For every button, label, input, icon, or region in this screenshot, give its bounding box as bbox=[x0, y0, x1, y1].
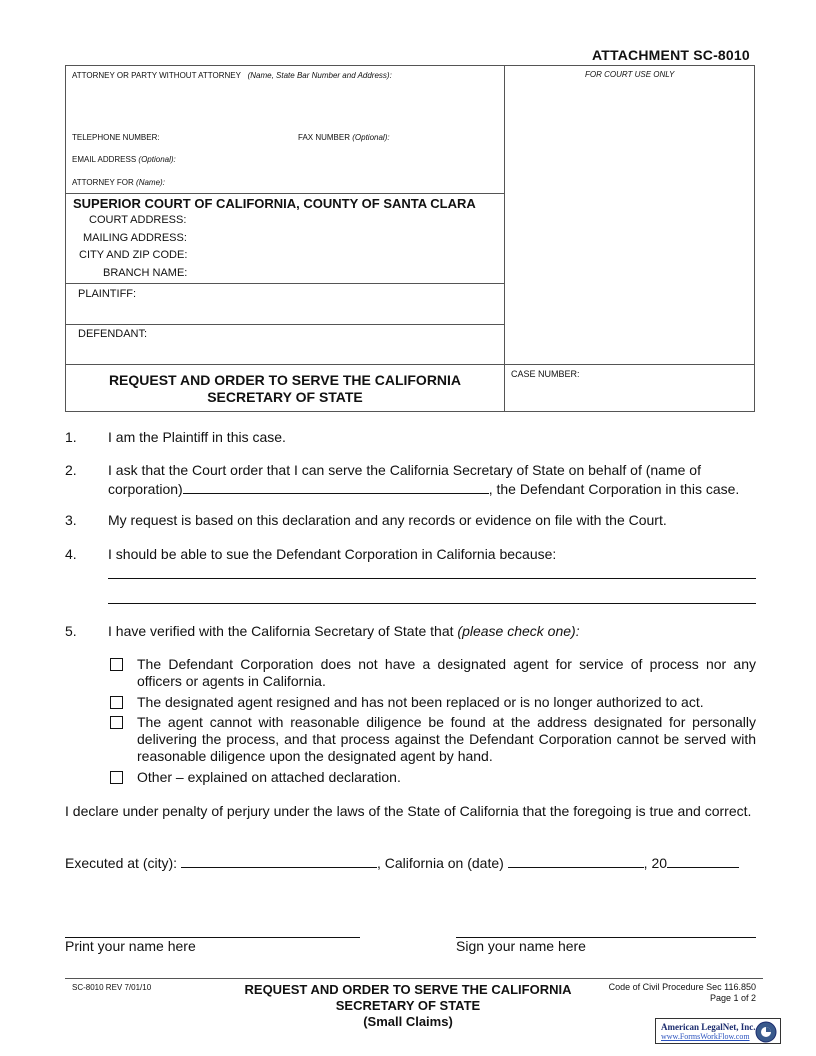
reason-line-2[interactable] bbox=[108, 603, 756, 604]
defendant-label: DEFENDANT: bbox=[78, 328, 148, 340]
item-2-line2 bbox=[108, 479, 756, 498]
item-4-number: 4. bbox=[65, 546, 77, 562]
code-reference: Code of Civil Procedure Sec 116.850 bbox=[608, 982, 756, 992]
case-number-label: CASE NUMBER: bbox=[511, 369, 580, 379]
declaration-text: I declare under penalty of perjury under the laws of the State of California that the foregoing is true and correct. bbox=[65, 803, 752, 819]
item-2-line1: I ask that the Court order that I can serve the California Secretary of State on behalf of (name of bbox=[108, 462, 701, 478]
date-field[interactable] bbox=[508, 853, 644, 868]
city-zip-label: CITY AND ZIP CODE: bbox=[79, 249, 188, 261]
option-3-text: The agent cannot with reasonable diligence be found at the address designated for personally delivering the process, and that process against the Defendant Corporation cannot be served with reasonable diligence upon the designated agent by hand. bbox=[137, 714, 756, 764]
item-2-line2-end: , the Defendant Corporation in this case. bbox=[488, 481, 740, 497]
court-name: SUPERIOR COURT OF CALIFORNIA, COUNTY OF SANTA CLARA bbox=[73, 196, 476, 211]
city-field[interactable] bbox=[181, 853, 377, 868]
attorney-label: ATTORNEY OR PARTY WITHOUT ATTORNEY (Name, State Bar Number and Address): bbox=[72, 71, 392, 80]
telephone-label: TELEPHONE NUMBER: bbox=[72, 133, 160, 142]
form-title-line2: SECRETARY OF STATE bbox=[207, 389, 363, 405]
reason-line-1[interactable] bbox=[108, 578, 756, 579]
item-3-number: 3. bbox=[65, 512, 77, 528]
option-3-checkbox[interactable] bbox=[110, 716, 123, 729]
print-name-label: Print your name here bbox=[65, 938, 196, 954]
option-2-checkbox[interactable] bbox=[110, 696, 123, 709]
footer-title-line1: REQUEST AND ORDER TO SERVE THE CALIFORNIA bbox=[244, 982, 572, 997]
item-4-text: I should be able to sue the Defendant Corporation in California because: bbox=[108, 546, 557, 562]
american-legalnet-logo[interactable] bbox=[655, 1018, 781, 1044]
caption-rule-defendant bbox=[65, 324, 505, 325]
sign-name-label: Sign your name here bbox=[456, 938, 586, 954]
attachment-title: ATTACHMENT SC-8010 bbox=[592, 47, 750, 63]
year-field[interactable] bbox=[667, 853, 739, 868]
caption-rule-title bbox=[65, 364, 755, 365]
footer-right bbox=[590, 982, 756, 1004]
footer-title-line3: (Small Claims) bbox=[363, 1014, 453, 1029]
caption-rule-court bbox=[65, 193, 505, 194]
item-3-text: My request is based on this declaration and any records or evidence on file with the Court. bbox=[108, 512, 667, 528]
item-5-number: 5. bbox=[65, 623, 77, 639]
option-4-checkbox[interactable] bbox=[110, 771, 123, 784]
plaintiff-label: PLAINTIFF: bbox=[78, 288, 137, 300]
attorney-for-label: ATTORNEY FOR (Name): bbox=[72, 178, 165, 187]
item-5-text: I have verified with the California Secretary of State that (please check one): bbox=[108, 623, 580, 639]
footer-rule bbox=[65, 978, 763, 979]
form-revision: SC-8010 REV 7/01/10 bbox=[72, 983, 152, 992]
california-on-label: , California on (date) bbox=[376, 855, 504, 871]
item-1-text: I am the Plaintiff in this case. bbox=[108, 429, 286, 445]
mailing-address-label: MAILING ADDRESS: bbox=[83, 232, 187, 244]
item-2-corporation-label: corporation) bbox=[108, 481, 183, 497]
email-label: EMAIL ADDRESS (Optional): bbox=[72, 155, 176, 164]
globe-icon bbox=[755, 1021, 777, 1043]
caption-rule-plaintiff bbox=[65, 283, 505, 284]
option-1-text: The Defendant Corporation does not have a designated agent for service of process nor any officers or agents in California. bbox=[137, 656, 756, 689]
caption-divider bbox=[504, 65, 505, 412]
form-title-line1: REQUEST AND ORDER TO SERVE THE CALIFORNIA bbox=[108, 372, 462, 388]
option-1-checkbox[interactable] bbox=[110, 658, 123, 671]
footer-title-line2: SECRETARY OF STATE bbox=[335, 998, 481, 1013]
court-use-label: FOR COURT USE ONLY bbox=[585, 70, 675, 79]
fax-label: FAX NUMBER (Optional): bbox=[298, 133, 390, 142]
page-number: Page 1 of 2 bbox=[709, 993, 756, 1003]
executed-at-label: Executed at (city): bbox=[65, 855, 178, 871]
corporation-name-field[interactable] bbox=[183, 479, 489, 494]
logo-website[interactable]: www.FormsWorkFlow.com bbox=[661, 1032, 750, 1041]
executed-line bbox=[65, 853, 756, 872]
court-address-label: COURT ADDRESS: bbox=[89, 214, 187, 226]
form-title bbox=[66, 372, 504, 406]
year-label: , 20 bbox=[643, 855, 668, 871]
logo-company-name: American LegalNet, Inc. bbox=[661, 1022, 756, 1032]
option-4-text: Other – explained on attached declaration. bbox=[137, 769, 401, 785]
footer-title bbox=[228, 982, 588, 1030]
item-2-number: 2. bbox=[65, 462, 77, 478]
option-2-text: The designated agent resigned and has not been replaced or is no longer authorized to act. bbox=[137, 694, 704, 710]
branch-name-label: BRANCH NAME: bbox=[103, 267, 188, 279]
item-1-number: 1. bbox=[65, 429, 77, 445]
